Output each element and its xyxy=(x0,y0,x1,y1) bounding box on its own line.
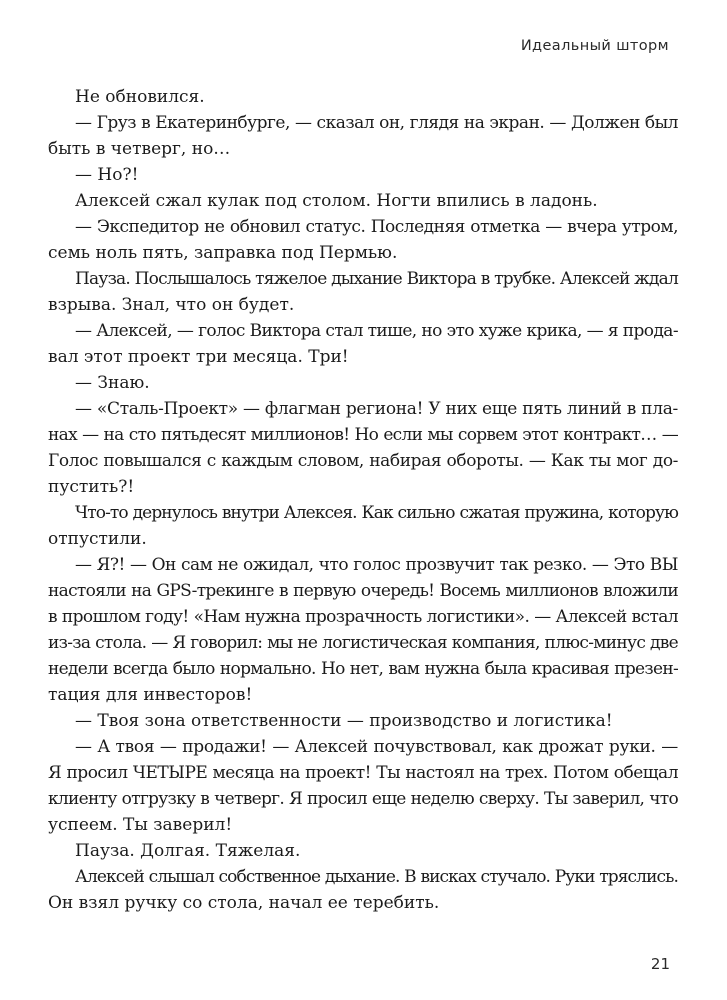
text-line: — А твоя — продажи! — Алексей почувствовал, как дрожат руки. — xyxy=(75,737,678,757)
text-line: — Знаю. xyxy=(75,373,150,393)
text-line: Голос повышался с каждым словом, набирая обороты. — Как ты мог до- xyxy=(48,451,678,471)
text-line: из-за стола. — Я говорил: мы не логистическая компания, плюс-минус две xyxy=(48,633,678,653)
text-line: вал этот проект три месяца. Три! xyxy=(48,347,349,367)
text-line: — Груз в Екатеринбурге, — сказал он, глядя на экран. — Должен был xyxy=(75,113,678,133)
text-line: Он взял ручку со стола, начал ее теребить. xyxy=(48,893,440,913)
text-line: клиенту отгрузку в четверг. Я просил еще неделю сверху. Ты заверил, что xyxy=(48,789,678,809)
text-line: Алексей сжал кулак под столом. Ногти впились в ладонь. xyxy=(75,191,598,211)
text-line: тация для инвесторов! xyxy=(48,685,253,705)
text-line: Я просил ЧЕТЫРЕ месяца на проект! Ты настоял на трех. Потом обещал xyxy=(48,763,678,783)
text-line: Алексей слышал собственное дыхание. В висках стучало. Руки тряслись. xyxy=(75,867,678,887)
running-head: Идеальный шторм xyxy=(520,38,669,54)
text-line: — «Сталь-Проект» — флагман региона! У них еще пять линий в пла- xyxy=(75,399,678,419)
text-line: Пауза. Послышалось тяжелое дыхание Виктора в трубке. Алексей ждал xyxy=(75,269,678,289)
text-line: Пауза. Долгая. Тяжелая. xyxy=(75,841,301,861)
text-line: в прошлом году! «Нам нужна прозрачность логистики». — Алексей встал xyxy=(48,607,678,627)
page-number: 21 xyxy=(650,955,670,973)
text-line: настояли на GPS-трекинге в первую очередь! Восемь миллионов вложили xyxy=(48,581,678,601)
text-line: — Я?! — Он сам не ожидал, что голос прозвучит так резко. — Это ВЫ xyxy=(75,555,678,575)
text-line: успеем. Ты заверил! xyxy=(48,815,233,835)
text-line: — Но?! xyxy=(75,165,139,185)
text-line: недели всегда было нормально. Но нет, вам нужна была красивая презен- xyxy=(48,659,678,679)
text-line: отпустили. xyxy=(48,529,147,549)
text-line: быть в четверг, но… xyxy=(48,139,231,159)
text-line: Не обновился. xyxy=(75,87,205,107)
text-line: — Твоя зона ответственности — производство и логистика! xyxy=(75,711,613,731)
text-line: нах — на сто пятьдесят миллионов! Но если мы сорвем этот контракт… — xyxy=(48,425,678,445)
text-line: Что-то дернулось внутри Алексея. Как сильно сжатая пружина, которую xyxy=(75,503,678,523)
text-line: — Алексей, — голос Виктора стал тише, но это хуже крика, — я прода- xyxy=(75,321,678,341)
text-line: семь ноль пять, заправка под Пермью. xyxy=(48,243,398,263)
text-line: взрыва. Знал, что он будет. xyxy=(48,295,295,315)
body-text xyxy=(48,84,678,916)
text-line: — Экспедитор не обновил статус. Последняя отметка — вчера утром, xyxy=(75,217,678,237)
text-line: пустить?! xyxy=(48,477,135,497)
